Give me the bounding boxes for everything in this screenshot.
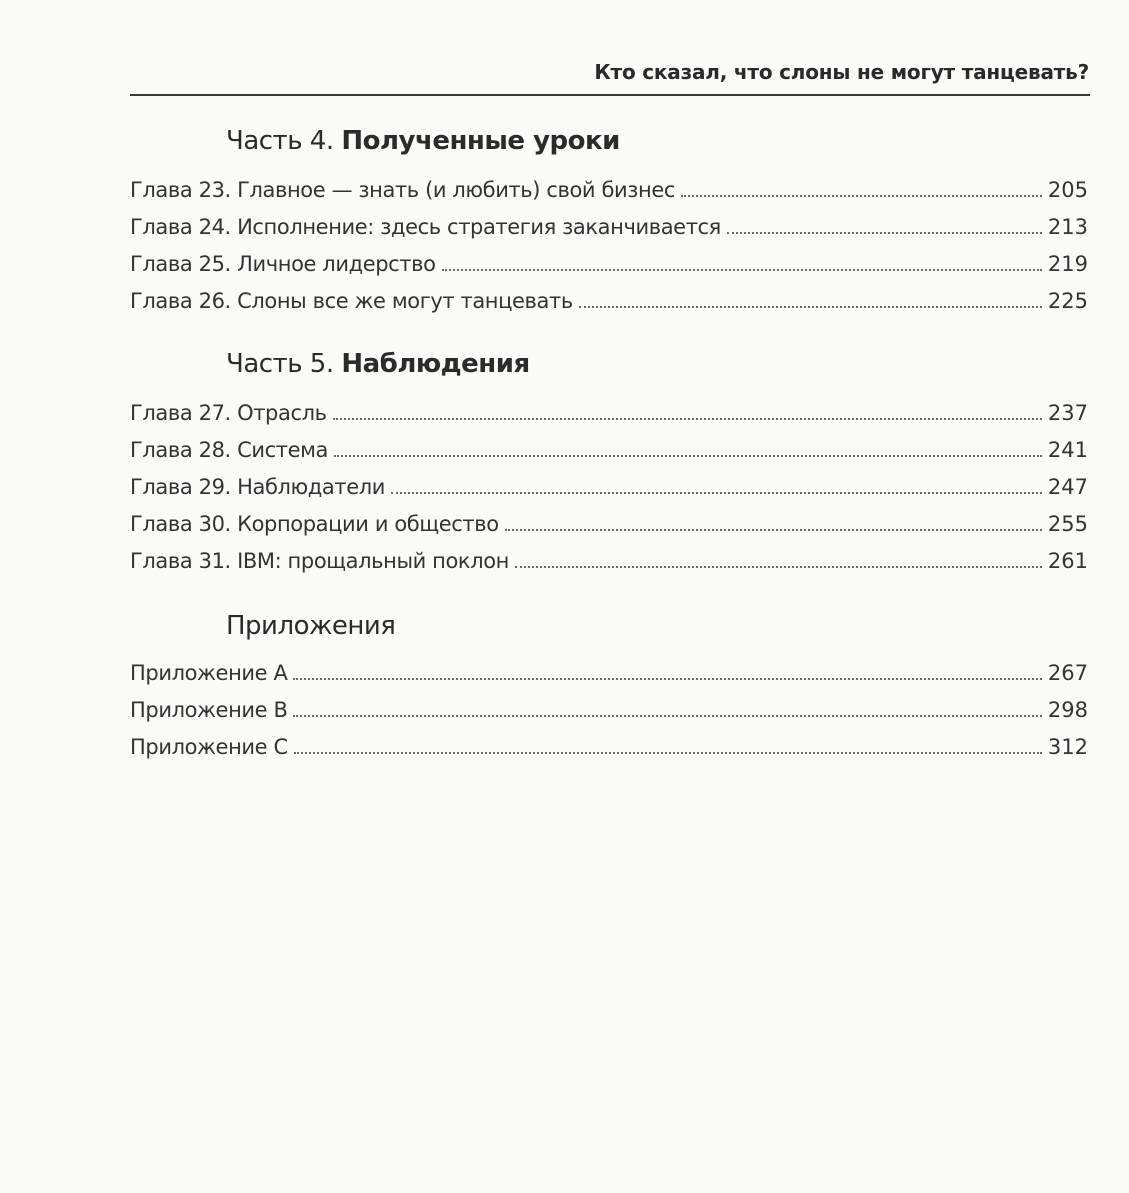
toc-entry-label: Глава 29. Наблюдатели [130,475,386,499]
dot-leader [681,195,1042,197]
toc-entry-label: Приложение А [130,661,288,685]
running-head: Кто сказал, что слоны не могут танцевать? [594,60,1089,84]
toc-entry-page: 247 [1047,475,1088,499]
toc-entry-label: Приложение С [130,735,288,759]
toc-entry-label: Глава 28. Система [130,438,329,462]
toc-entry-page: 205 [1047,178,1088,202]
part-heading [226,349,530,379]
toc-entry[interactable] [130,661,1088,685]
toc-entry-label: Глава 30. Корпорации и общество [130,512,499,536]
dot-leader [391,492,1042,494]
toc-entry[interactable] [130,252,1088,276]
dot-leader [294,752,1042,754]
toc-entry-page: 241 [1047,438,1088,462]
toc-entry[interactable] [130,289,1088,313]
toc-entry[interactable] [130,178,1088,202]
dot-leader [293,715,1041,717]
dot-leader [515,566,1042,568]
toc-entry-page: 312 [1047,735,1088,759]
part-prefix: Часть 5. [226,349,334,379]
dot-leader [334,455,1042,457]
header-rule [130,94,1090,96]
part-heading [226,126,620,156]
toc-entry-label: Приложение В [130,698,288,722]
toc-entry-label: Глава 24. Исполнение: здесь стратегия заканчивается [130,215,721,239]
toc-entry[interactable] [130,735,1088,759]
toc-entry[interactable] [130,512,1088,536]
toc-entry[interactable] [130,401,1088,425]
toc-entry-page: 255 [1047,512,1088,536]
toc-entry-page: 219 [1047,252,1088,276]
toc-entry[interactable] [130,215,1088,239]
toc-entry[interactable] [130,549,1088,573]
dot-leader [579,306,1042,308]
part-prefix: Приложения [226,611,396,641]
part-title: Наблюдения [341,349,530,379]
toc-entry-label: Глава 27. Отрасль [130,401,327,425]
toc-entry-label: Глава 25. Личное лидерство [130,252,436,276]
dot-leader [293,678,1041,680]
toc-entry-page: 237 [1047,401,1088,425]
part-heading [226,611,395,641]
toc-entry-label: Глава 23. Главное — знать (и любить) свой бизнес [130,178,676,202]
toc-entry-label: Глава 31. IBM: прощальный поклон [130,549,510,573]
toc-entry[interactable] [130,475,1088,499]
toc-entry[interactable] [130,438,1088,462]
toc-entry-page: 267 [1047,661,1088,685]
dot-leader [727,232,1042,234]
toc-entry-page: 225 [1047,289,1088,313]
toc-entry-label: Глава 26. Слоны все же могут танцевать [130,289,573,313]
toc-entry[interactable] [130,698,1088,722]
toc-entry-page: 261 [1047,549,1088,573]
part-prefix: Часть 4. [226,126,334,156]
dot-leader [505,529,1042,531]
toc-entry-page: 298 [1047,698,1088,722]
part-title: Полученные уроки [341,126,620,156]
dot-leader [442,269,1042,271]
toc-entry-page: 213 [1047,215,1088,239]
dot-leader [333,418,1042,420]
